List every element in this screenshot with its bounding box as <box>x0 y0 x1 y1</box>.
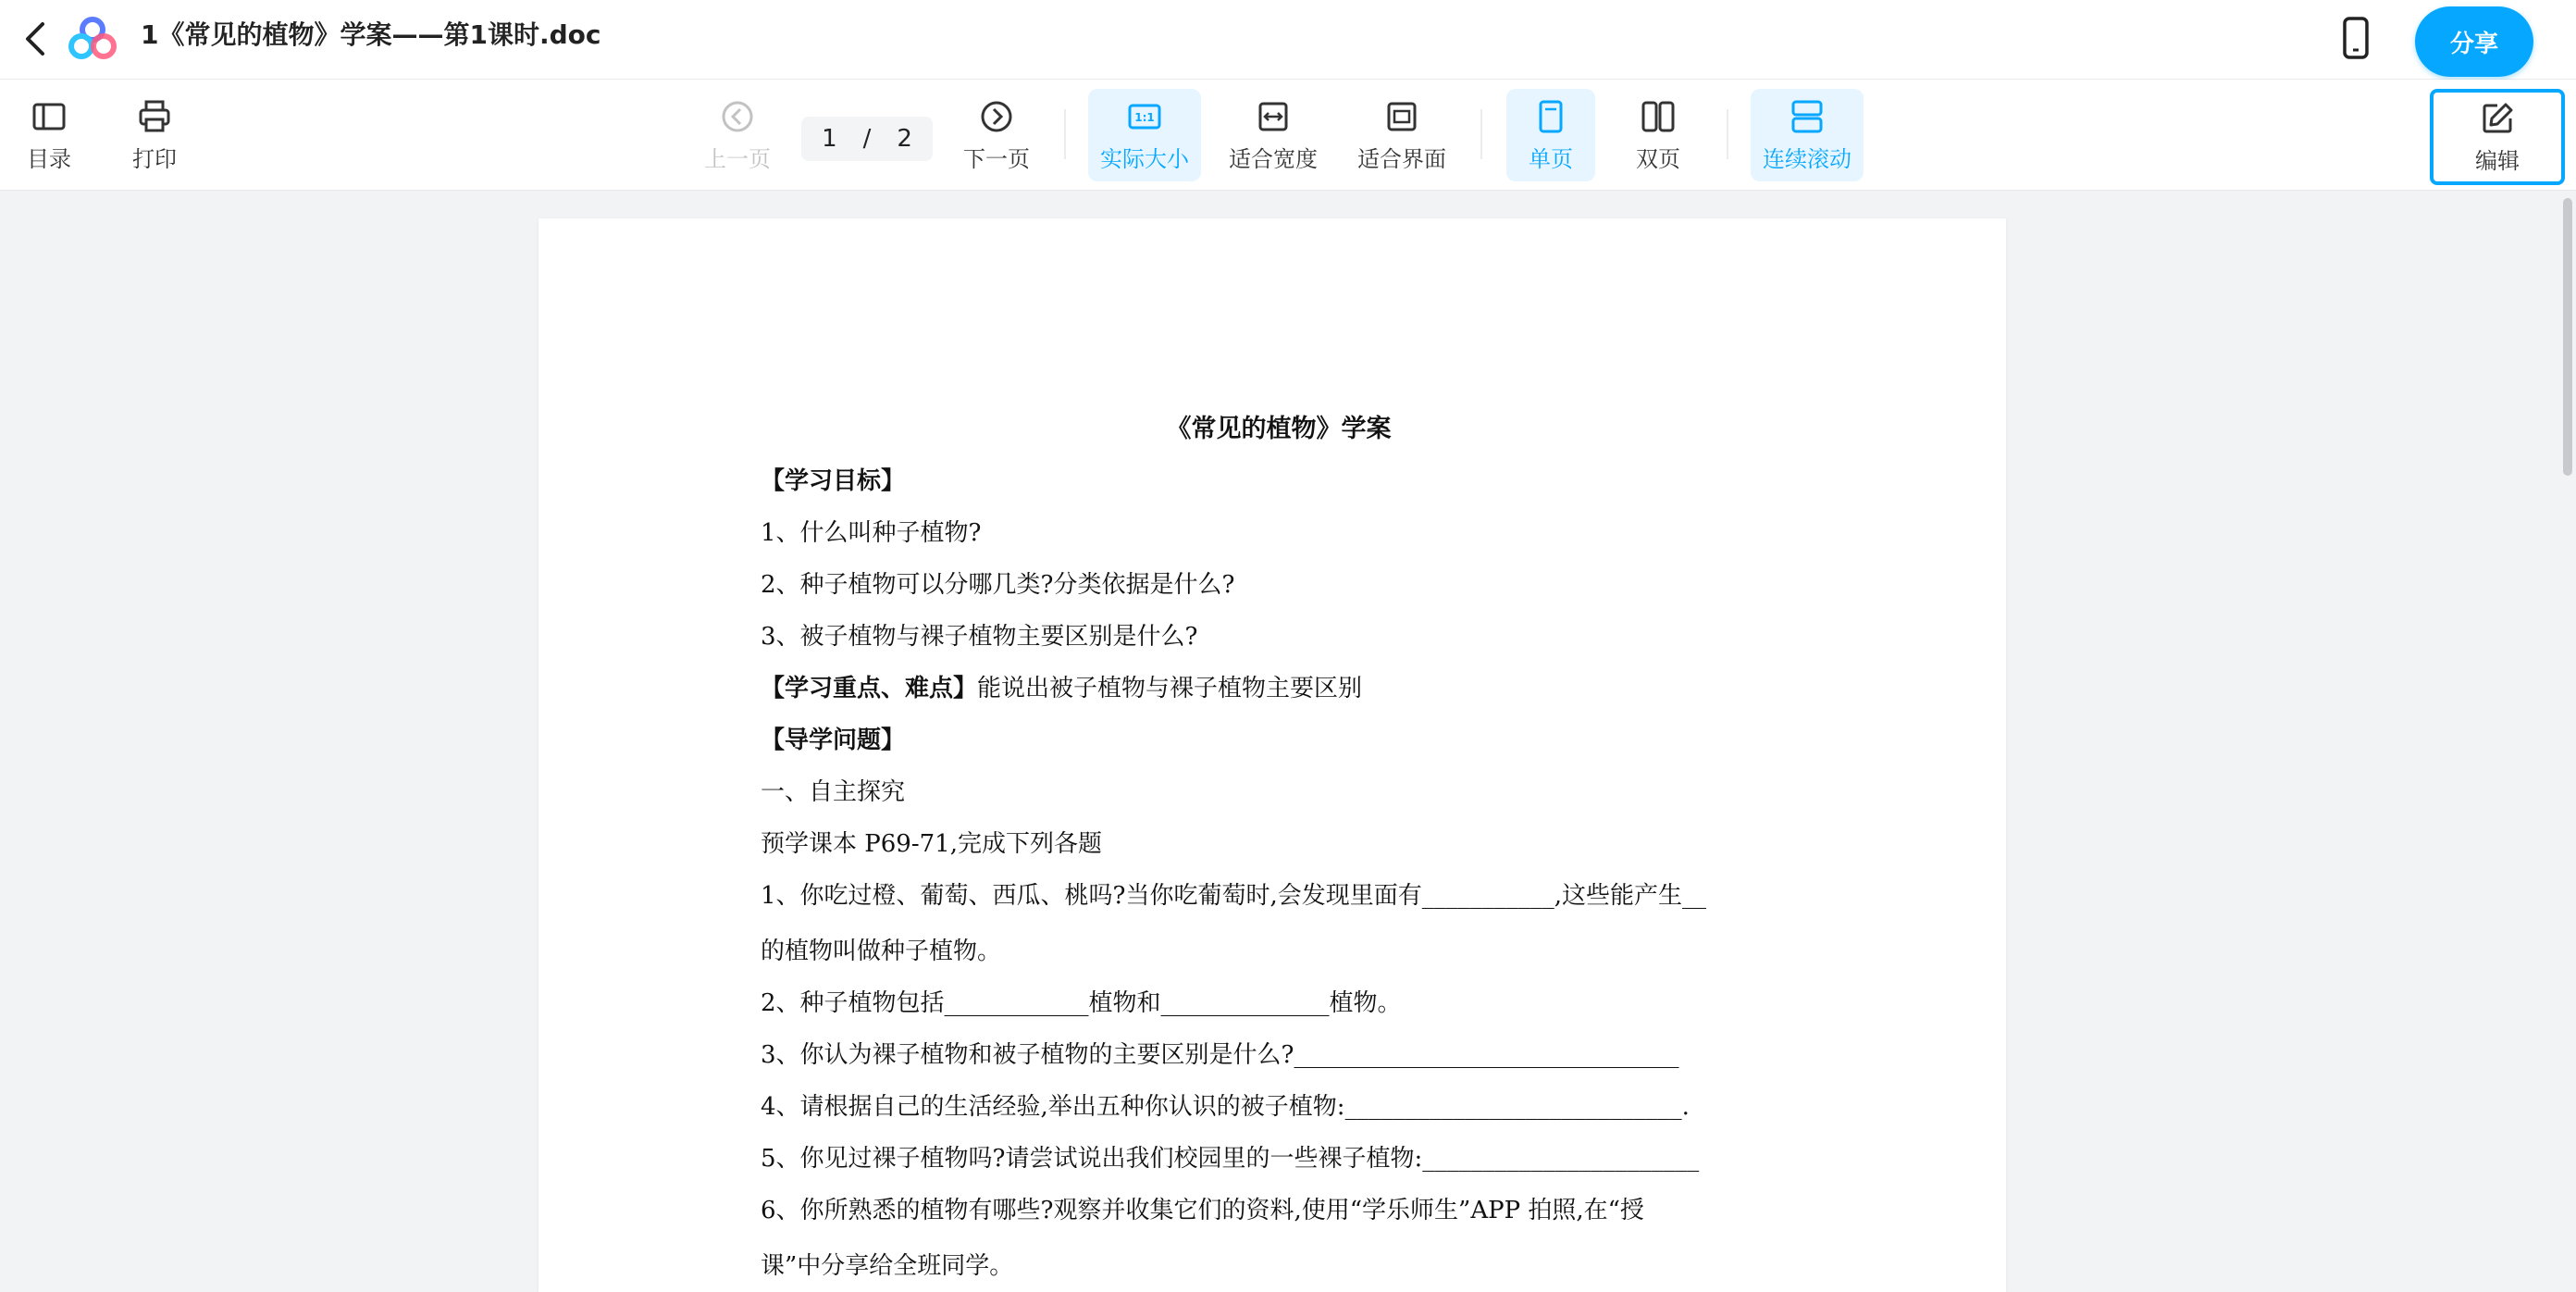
edit-label: 编辑 <box>2475 147 2520 174</box>
focus-text: 能说出被子植物与裸子植物主要区别 <box>977 675 1363 702</box>
page-separator: / <box>862 125 872 153</box>
print-label: 打印 <box>132 145 177 172</box>
actual-size-button[interactable] <box>1088 89 1201 181</box>
toc-button[interactable] <box>17 89 81 181</box>
continuous-scroll-label: 连续滚动 <box>1763 145 1852 172</box>
fit-width-label: 适合宽度 <box>1229 145 1318 172</box>
chevron-left-circle-icon <box>719 98 756 135</box>
fit-page-label: 适合界面 <box>1357 145 1446 172</box>
focus-line <box>761 663 1362 714</box>
preview-line: 预学课本 P69-71,完成下列各题 <box>761 830 1102 858</box>
goal-item: 3、被子植物与裸子植物主要区别是什么? <box>761 623 1198 651</box>
guide-header: 【导学问题】 <box>761 727 906 754</box>
sidebar-icon <box>31 98 68 135</box>
phone-icon <box>2337 15 2374 63</box>
divider <box>1480 109 1482 159</box>
single-page-label: 单页 <box>1529 145 1573 172</box>
focus-header: 【学习重点、难点】 <box>761 675 978 702</box>
next-page-button[interactable] <box>955 89 1038 181</box>
question-line: 3、你认为裸子植物和被子植物的主要区别是什么?________________________________ <box>761 1041 1679 1069</box>
edit-icon <box>2479 100 2516 137</box>
document-title: 1《常见的植物》学案——第1课时.doc <box>141 19 601 50</box>
chevron-right-circle-icon <box>978 98 1015 135</box>
question-line: 6、你所熟悉的植物有哪些?观察并收集它们的资料,使用“学乐师生”APP 拍照,在“授 <box>761 1197 1644 1224</box>
printer-icon <box>136 98 173 135</box>
single-page-button[interactable] <box>1506 89 1595 181</box>
section-title: 一、自主探究 <box>761 778 906 806</box>
double-page-button[interactable] <box>1614 89 1703 181</box>
toolbar <box>0 80 2576 191</box>
question-line: 课”中分享给全班同学。 <box>761 1252 1014 1280</box>
actual-size-label: 实际大小 <box>1100 145 1189 172</box>
document-page <box>539 218 2006 1292</box>
goals-header: 【学习目标】 <box>761 467 906 495</box>
actual-size-icon <box>1126 98 1163 135</box>
question-line: 的植物叫做种子植物。 <box>761 938 1002 965</box>
fit-width-button[interactable] <box>1223 89 1323 181</box>
print-button[interactable] <box>122 89 187 181</box>
current-page[interactable]: 1 <box>822 125 837 153</box>
page-indicator[interactable] <box>801 117 933 161</box>
phone-button[interactable] <box>2337 15 2374 63</box>
back-arrow-icon <box>15 17 59 61</box>
question-line: 4、请根据自己的生活经验,举出五种你认识的被子植物:____________________________. <box>761 1093 1690 1121</box>
document-heading: 《常见的植物》学案 <box>1166 415 1392 443</box>
question-line: 5、你见过裸子植物吗?请尝试说出我们校园里的一些裸子植物:_______________________ <box>761 1145 1700 1173</box>
next-page-label: 下一页 <box>963 145 1030 172</box>
divider <box>1727 109 1728 159</box>
double-page-label: 双页 <box>1636 145 1680 172</box>
scrollbar-thumb[interactable] <box>2563 198 2572 476</box>
goal-item: 2、种子植物可以分哪几类?分类依据是什么? <box>761 571 1235 599</box>
question-line: 1、你吃过橙、葡萄、西瓜、桃吗?当你吃葡萄时,会发现里面有___________,这些能产生__ <box>761 882 1707 910</box>
continuous-scroll-icon <box>1789 98 1826 135</box>
share-button[interactable]: 分享 <box>2415 6 2533 77</box>
single-page-icon <box>1532 98 1569 135</box>
prev-page-label: 上一页 <box>704 145 771 172</box>
double-page-icon <box>1640 98 1677 135</box>
fit-page-icon <box>1383 98 1420 135</box>
goal-item: 1、什么叫种子植物? <box>761 519 982 547</box>
prev-page-button[interactable] <box>696 89 779 181</box>
title-bar <box>0 0 2576 80</box>
fit-page-button[interactable] <box>1351 89 1453 181</box>
svg-text:1:1: 1:1 <box>1134 110 1155 124</box>
total-pages: 2 <box>897 125 912 153</box>
question-line: 2、种子植物包括____________植物和______________植物。 <box>761 989 1402 1017</box>
back-button[interactable] <box>15 17 59 61</box>
cloud-logo-icon <box>67 13 118 65</box>
edit-button[interactable] <box>2430 89 2565 185</box>
toc-label: 目录 <box>27 145 71 172</box>
divider <box>1064 109 1066 159</box>
continuous-scroll-button[interactable] <box>1751 89 1864 181</box>
fit-width-icon <box>1255 98 1292 135</box>
